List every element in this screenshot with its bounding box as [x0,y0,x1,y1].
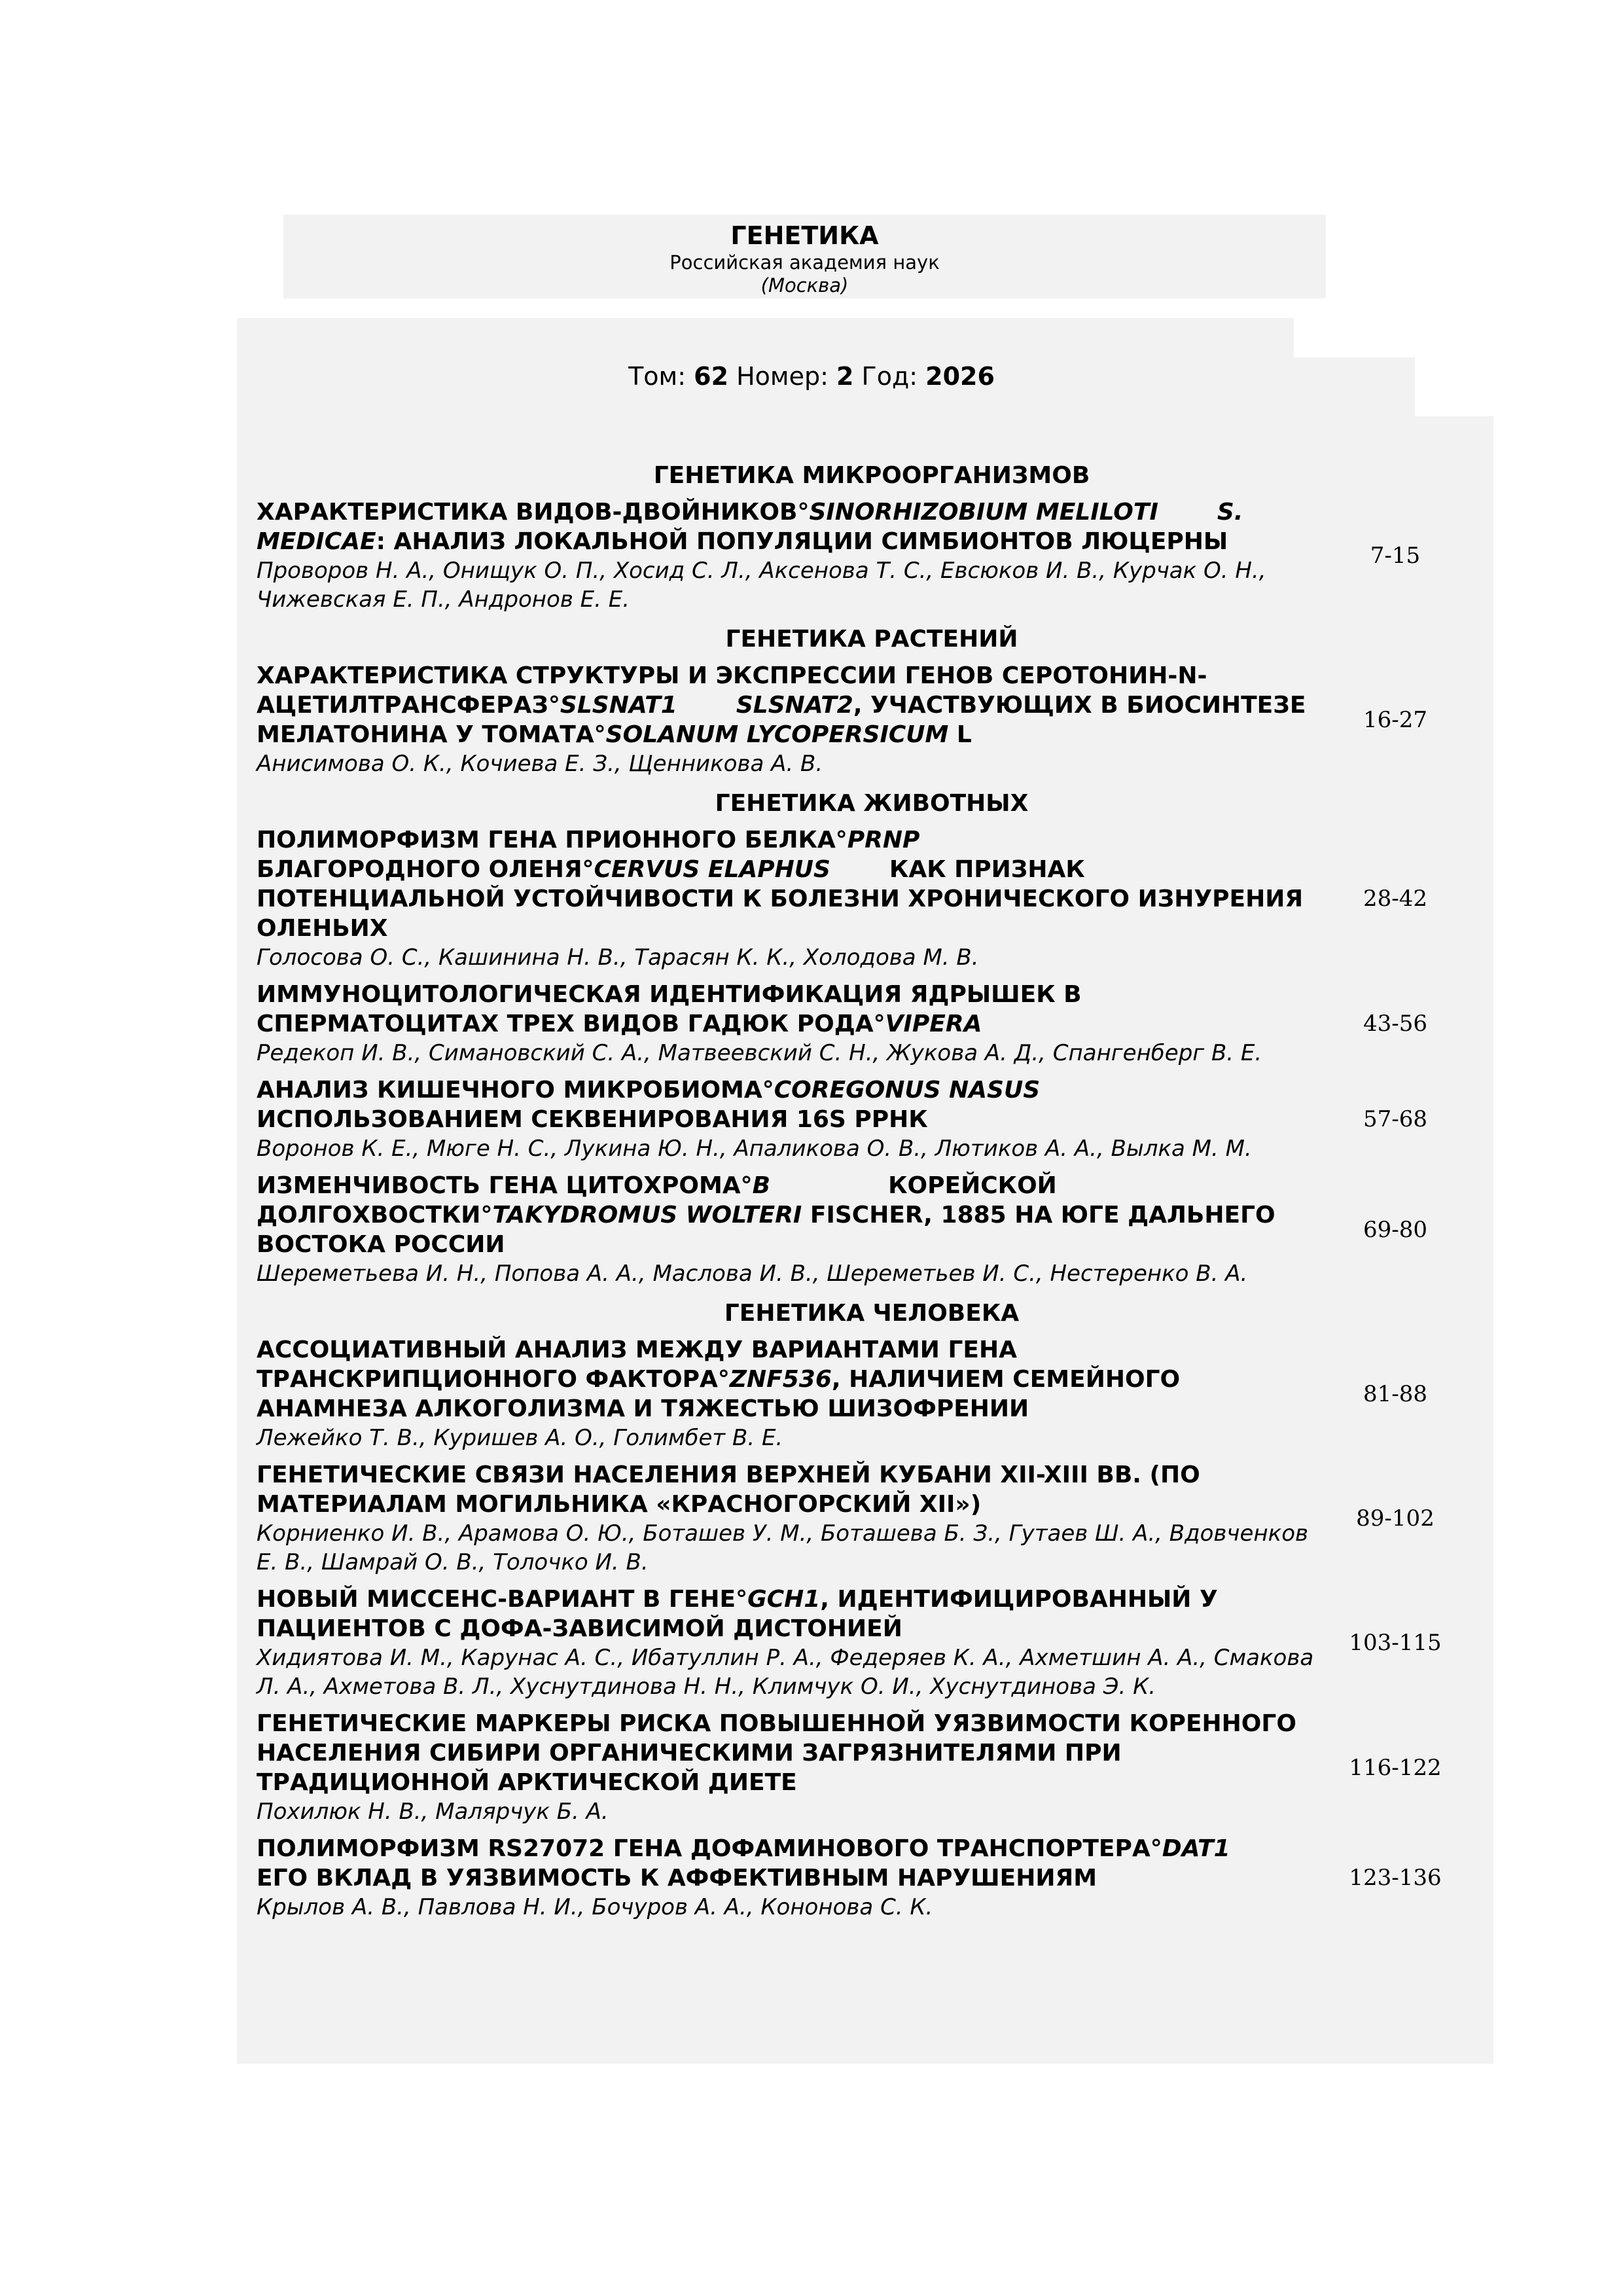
toc-entry [257,825,1487,972]
article-authors: Лежейко Т. В., Куришев А. О., Голимбет В. Е. [257,1425,783,1451]
title-italic-part: ZNF536 [729,1366,832,1393]
title-italic-part: B [752,1172,771,1199]
toc-entry [257,497,1487,614]
article-authors: Воронов К. Е., Мюге Н. С., Лукина Ю. Н., Апаликова О. В., Лютиков А. А., Вылка М. М. [257,1136,1252,1162]
volume-value: 62 [694,362,729,391]
title-part: : АНАЛИЗ ЛОКАЛЬНОЙ ПОПУЛЯЦИИ СИМБИОНТОВ ЛЮЦЕРНЫ [376,528,1228,555]
article-title[interactable] [257,1335,1317,1424]
toc-entry [257,1335,1487,1452]
section-heading: ГЕНЕТИКА ЖИВОТНЫХ [715,790,1029,817]
title-part: , ИДЕНТИФИЦИРОВАННЫЙ У ПАЦИЕНТОВ С ДОФА-ЗАВИСИМОЙ ДИСТОНИЕЙ [257,1586,1218,1642]
title-part: БЛАГОРОДНОГО ОЛЕНЯ° [257,856,594,883]
section-heading: ГЕНЕТИКА РАСТЕНИЙ [725,626,1018,653]
article-authors: Хидиятова И. М., Карунас А. С., Ибатуллин Р. А., Федеряев К. А., Ахметшин А. А., Смакова Л. А., Ахметова В. Л., Хуснутдинова Н. Н., Климчук О. И., Хуснутдинова Э. К. [257,1645,1314,1700]
title-part: , НАЛИЧИЕМ СЕМЕЙНОГО АНАМНЕЗА АЛКОГОЛИЗМА И ТЯЖЕСТЬЮ ШИЗОФРЕНИИ [257,1366,1181,1422]
title-part: ПОЛИМОРФИЗМ ГЕНА ПРИОННОГО БЕЛКА° [257,827,847,853]
article-pages: 123-136 [1349,1865,1442,1891]
article-title[interactable] [257,825,1317,943]
title-part: КОРЕЙСКОЙ ДОЛГОХВОСТКИ° [257,1172,1057,1229]
toc-entry [257,1460,1487,1577]
article-pages: 28-42 [1363,886,1427,912]
article-authors: Анисимова О. К., Кочиева Е. З., Щенникова А. В. [257,751,823,777]
title-italic-part: TAKYDROMUS WOLTERI [492,1202,802,1229]
title-italic-part: SLSNAT2 [736,692,853,719]
title-italic-part: SINORHIZOBIUM MELILOTI [809,499,1158,526]
title-italic-part: SOLANUM LYCOPERSICUM [605,721,949,748]
year-value: 2026 [925,362,995,391]
title-italic-part: PRNP [847,827,920,853]
article-pages: 116-122 [1349,1754,1442,1781]
article-authors: Проворов Н. А., Онищук О. П., Хосид С. Л., Аксенова Т. С., Евсюков И. В., Курчак О. Н., Чижевская Е. П., Андронов Е. Е. [257,558,1266,613]
title-part: КАК ПРИЗНАК ПОТЕНЦИАЛЬНОЙ УСТОЙЧИВОСТИ К БОЛЕЗНИ ХРОНИЧЕСКОГО ИЗНУРЕНИЯ ОЛЕНЬИХ [257,856,1304,942]
title-part: L [948,721,972,748]
article-title[interactable] [257,1834,1317,1893]
table-of-contents [257,458,1487,1929]
article-title[interactable] [257,1075,1317,1134]
article-title[interactable] [257,1171,1317,1259]
title-part: ИЗМЕНЧИВОСТЬ ГЕНА ЦИТОХРОМА° [257,1172,753,1199]
title-part: НОВЫЙ МИССЕНС-ВАРИАНТ В ГЕНЕ° [257,1586,748,1613]
article-title[interactable] [257,497,1317,556]
article-pages: 43-56 [1363,1011,1427,1037]
article-title[interactable] [257,1585,1317,1643]
title-italic-part: SLSNAT1 [560,692,677,719]
title-italic-part: GCH1 [747,1586,821,1613]
article-authors: Похилюк Н. В., Малярчук Б. А. [257,1799,609,1825]
journal-city: (Москва) [760,274,849,296]
year-label: Год: [861,362,918,391]
title-italic-part: S. MEDICAE [257,499,1243,555]
content-background [237,318,1294,357]
toc-entry [257,1171,1487,1288]
toc-entry [257,1709,1487,1826]
section-heading: ГЕНЕТИКА ЧЕЛОВЕКА [724,1300,1020,1327]
article-authors: Редекоп И. В., Симановский С. А., Матвеевский С. Н., Жукова А. Д., Спангенберг В. Е. [257,1040,1262,1066]
article-authors: Крылов А. В., Павлова Н. И., Бочуров А. А., Кононова С. К. [257,1894,933,1920]
title-part: АНАЛИЗ КИШЕЧНОГО МИКРОБИОМА° [257,1077,774,1103]
article-pages: 81-88 [1363,1380,1427,1407]
title-italic-part: COREGONUS NASUS [774,1077,1041,1103]
volume-label: Том: [628,362,687,391]
title-italic-part: DAT1 [1162,1835,1230,1862]
toc-entry [257,1834,1487,1922]
title-part: ПОЛИМОРФИЗМ RS27072 ГЕНА ДОФАМИНОВОГО ТРАНСПОРТЕРА° [257,1835,1162,1862]
title-part: ХАРАКТЕРИСТИКА ВИДОВ-ДВОЙНИКОВ° [257,499,810,526]
article-pages: 7-15 [1370,543,1421,569]
number-label: Номер: [736,362,829,391]
journal-publisher: Российская академия наук [669,251,940,274]
article-pages: 103-115 [1349,1630,1442,1656]
title-italic-part: CERVUS ELAPHUS [594,856,830,883]
number-value: 2 [836,362,854,391]
toc-entry [257,1075,1487,1163]
journal-header [283,215,1326,298]
title-part: ГЕНЕТИЧЕСКИЕ МАРКЕРЫ РИСКА ПОВЫШЕННОЙ УЯЗВИМОСТИ КОРЕННОГО НАСЕЛЕНИЯ СИБИРИ ОРГАНИЧЕСКИМИ ЗАГРЯЗНИТЕЛЯМИ ПРИ ТРАДИЦИОННОЙ АРКТИЧЕСКОЙ ДИЕТЕ [257,1710,1296,1796]
journal-title: ГЕНЕТИКА [730,221,879,250]
article-authors: Корниенко И. В., Арамова О. Ю., Боташев У. М., Боташева Б. З., Гутаев Ш. А., Вдовченков Е. В., Шамрай О. В., Толочко И. В. [257,1520,1309,1575]
article-title[interactable] [257,661,1317,749]
title-part: ЕГО ВКЛАД В УЯЗВИМОСТЬ К АФФЕКТИВНЫМ НАРУШЕНИЯМ [257,1865,1097,1892]
article-pages: 57-68 [1363,1106,1427,1132]
article-title[interactable] [257,980,1317,1039]
issue-info [0,360,1623,393]
title-part: ИСПОЛЬЗОВАНИЕМ СЕКВЕНИРОВАНИЯ 16S РРНК [257,1106,928,1133]
article-title[interactable] [257,1709,1317,1797]
toc-entry [257,980,1487,1067]
article-pages: 69-80 [1363,1216,1427,1243]
article-pages: 16-27 [1363,706,1427,733]
article-pages: 89-102 [1356,1505,1435,1532]
article-authors: Шереметьева И. Н., Попова А. А., Маслова И. В., Шереметьев И. С., Нестеренко В. А. [257,1261,1248,1287]
toc-entry [257,1585,1487,1701]
section-heading: ГЕНЕТИКА МИКРООРГАНИЗМОВ [653,462,1090,489]
article-title[interactable] [257,1460,1317,1519]
title-italic-part: VIPERA [885,1011,982,1037]
title-part: ИММУНОЦИТОЛОГИЧЕСКАЯ ИДЕНТИФИКАЦИЯ ЯДРЫШЕК В СПЕРМАТОЦИТАХ ТРЕХ ВИДОВ ГАДЮК РОДА° [257,981,1082,1037]
title-part: ГЕНЕТИЧЕСКИЕ СВЯЗИ НАСЕЛЕНИЯ ВЕРХНЕЙ КУБАНИ XII-XIII ВВ. (ПО МАТЕРИАЛАМ МОГИЛЬНИКА «КРАСНОГОРСКИЙ XII») [257,1462,1200,1518]
title-part: , УЧАСТВУЮЩИХ В БИОСИНТЕЗЕ МЕЛАТОНИНА У ТОМАТА° [257,692,1306,748]
title-part: FISCHER, 1885 НА ЮГЕ ДАЛЬНЕГО ВОСТОКА РОССИИ [257,1202,1275,1258]
article-authors: Голосова О. С., Кашинина Н. В., Тарасян К. К., Холодова М. В. [257,944,979,971]
title-part: ХАРАКТЕРИСТИКА СТРУКТУРЫ И ЭКСПРЕССИИ ГЕНОВ СЕРОТОНИН-N-АЦЕТИЛТРАНСФЕРАЗ° [257,662,1207,719]
title-part: АССОЦИАТИВНЫЙ АНАЛИЗ МЕЖДУ ВАРИАНТАМИ ГЕНА ТРАНСКРИПЦИОННОГО ФАКТОРА° [257,1336,1017,1393]
toc-entry [257,661,1487,778]
